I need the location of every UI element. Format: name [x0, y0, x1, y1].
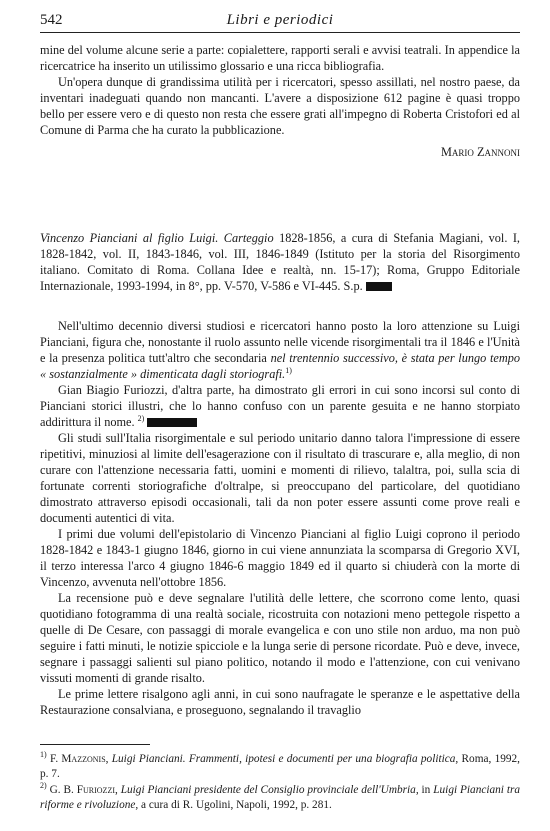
footnotes [40, 752, 520, 812]
running-title: Libri e periodici [226, 12, 334, 28]
paragraph: Le prime lettere risalgono agli anni, in cui sono naufragate le speranze e le aspettative della Restaurazione consalviana, e proseguono, segnalando il travaglio [40, 687, 520, 717]
footnote-rule [40, 744, 150, 745]
redaction-mark [366, 282, 392, 291]
review-signature: Mario Zannoni [440, 145, 520, 159]
review-heading [40, 230, 520, 294]
redaction-mark [147, 418, 197, 427]
review-citation: 1828-1856, a cura di Stefania Magiani, vol. I, 1828-1842, vol. II, 1843-1846, vol. III, 1846-1849 (Istituto per la storia del Risorgimento italiano. Comitato di Roma. Collana Idee e realtà, nn. 15-17); Roma, Gruppo Editoriale Internazionale, 1993-1994, in 8°, pp. V-570, V-586 e VI-445. S.p. [40, 231, 521, 293]
footnote-1: $^{1)}$ F. Mazzonis, Luigi Pianciani. Frammenti, ipotesi e documenti per una biografia politica, Roma, 1992, p. 7. [40, 750, 520, 780]
footnote-ref: 2) [137, 413, 145, 423]
footnote-2: $^{2)}$ G. B. Furiozzi, Luigi Pianciani presidente del Consiglio provinciale dell'Umbria, in Luigi Pianciani tra riforme e rivoluzione, a cura di R. Ugolini, Napoli, 1992, p. 281. [40, 781, 521, 811]
review-body [40, 318, 520, 718]
paragraph: I primi due volumi dell'epistolario di Vincenzo Pianciani al figlio Luigi coprono il periodo 1828-1842 e 1843-1 giugno 1846, giorno in cui viene annunziata la scomparsa di Gregorio XVI, il terzo interessa l'arco 4 giugno 1846-6 maggio 1849 ed il quarto si chiuderà con la morte di Vincenzo, avvenuta nell'ottobre 1856. [40, 527, 520, 589]
paragraph: mine del volume alcune serie a parte: copialettere, rapporti serali e avvisi teatrali. In appendice la ricercatrice ha inserito un utilissimo glossario e una ricca bibliografia. [40, 43, 520, 73]
page-header [40, 10, 520, 33]
paragraph: Gian Biagio Furiozzi, d'altra parte, ha dimostrato gli errori in cui sono incorsi sul conto di Pianciani storici illustri, che lo hanno confuso con un parente gesuita e ne hanno storpiato addirittura il nome. $^{2)}$ [40, 383, 520, 429]
paragraph: Un'opera dunque di grandissima utilità per i ricercatori, spesso assillati, nel nostro paese, da inventari inadeguati quando non mancanti. L'avere a disposizione 612 pagine è quasi troppo bello per essere vero e di questo non resta che essere grati all'impegno di Roberta Cristofori ed al Comune di Parma che ha curato la pubblicazione. [40, 75, 520, 137]
paragraph: Gli studi sull'Italia risorgimentale e sul periodo unitario danno talora l'impressione di essere ripetitivi, minuziosi al limite dell'esagerazione con il risultato di trascurare e, alla meglio, di non curare con l'attenzione necessaria fatti, uomini e momenti di rilievo, talaltra, poi, sulla scia di fortunate correnti storiografiche d'oltralpe, si preoccupano del particolare, del quotidiano dimostrato attraverso episodi occasionali, tali da non poter essere assunti come prove reali e documenti autentici di vita. [40, 431, 520, 525]
page-number: 542 [40, 12, 63, 28]
paragraph: Nell'ultimo decennio diversi studiosi e ricercatori hanno posto la loro attenzione su Luigi Pianciani, figura che, nonostante il ruolo assunto nelle vicende risorgimentali tra il 1846 e l'Unità e la presenza politica tutt'altro che secondaria nel trentennio successivo, è stata per lungo tempo « sostanzialmente » dimenticata dagli storiografi.$^{1)}$ [40, 319, 521, 381]
previous-review-end [40, 42, 520, 160]
footnote-ref: 1) [285, 365, 292, 375]
paragraph: La recensione può e deve segnalare l'utilità delle lettere, che scorrono come lento, quasi quotidiano fotogramma di una realtà sociale, ricostruita con notazioni meno pettegole rispetto a quelle di De Cesare, con passaggi di morale evangelica e con uno stile non arduo, ma non può seguire i fatti minuti, le notizie spicciole e la lunga serie di persone ricordate. Può e deve, invece, segnare i passaggi salienti sul piano politico, notando il modo e l'attenzione, con cui venivano vissuti momenti di grande risalto. [40, 591, 520, 685]
review-book-title: Vincenzo Pianciani al figlio Luigi. Carteggio [40, 231, 274, 245]
